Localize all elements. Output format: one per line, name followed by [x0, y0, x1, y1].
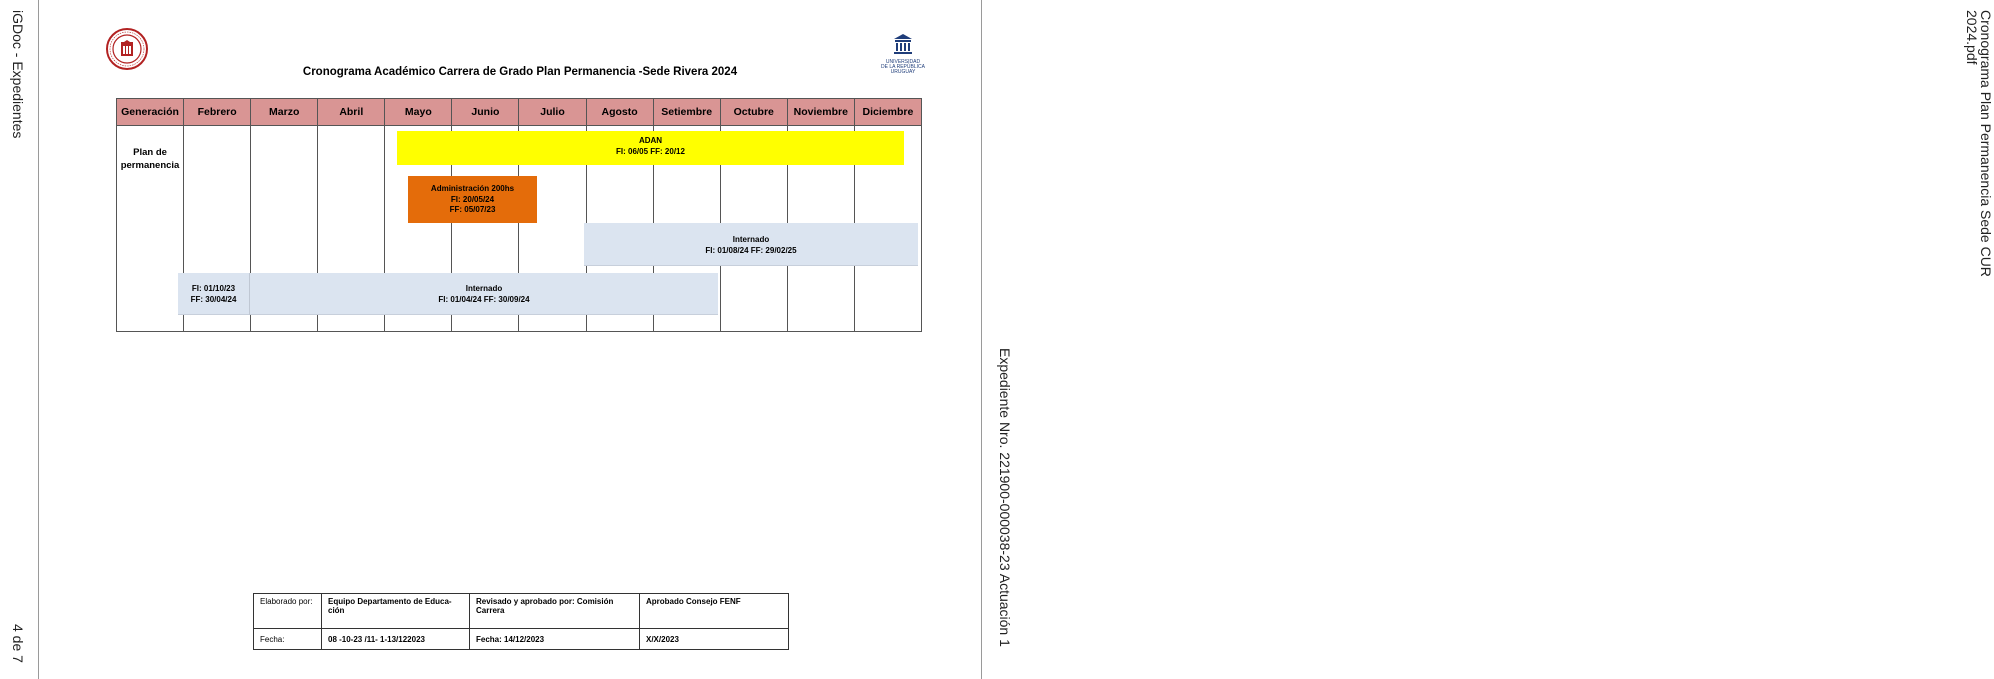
bar-internado-2-previous [178, 273, 250, 315]
bar-administracion [408, 176, 537, 223]
col-header-mayo: Mayo [385, 99, 452, 126]
col-header-noviembre: Noviembre [787, 99, 854, 126]
fecha-label: Fecha: [254, 629, 322, 650]
logo-text-1: UNIVERSIDAD [885, 59, 921, 65]
bar-admin-end: FF: 05/07/23 [449, 205, 496, 214]
bar-internado-2-name: Internado [465, 284, 503, 293]
bar-internado-2-prev-end: FF: 30/04/24 [190, 294, 237, 304]
expediente-label: Expediente Nro. 221900-000038-23 Actuación 1 [997, 348, 1013, 647]
file-name-line2: 2024.pdf [1964, 10, 1980, 65]
col-header-julio: Julio [519, 99, 586, 126]
month-header-row [117, 99, 922, 126]
elaborado-value: Equipo Departamento de Educa-ción [322, 594, 470, 629]
col-header-agosto: Agosto [586, 99, 653, 126]
approval-row-2 [254, 629, 789, 650]
col-header-diciembre: Diciembre [854, 99, 921, 126]
revisado-value: Revisado y aprobado por: Comisión Carrera [470, 594, 640, 629]
col-header-generacion: Generación [117, 99, 184, 126]
bar-internado-2-dates: FI: 01/04/24 FF: 30/09/24 [438, 294, 530, 304]
logo-text-2: DE LA REPÚBLICA [881, 64, 925, 70]
fecha-aprobado: X/X/2023 [640, 629, 789, 650]
bar-adan [397, 131, 904, 165]
cohort-label-2: permanencia [120, 160, 180, 171]
fecha-elaborado: 08 -10-23 /11- 1-13/122023 [322, 629, 470, 650]
col-header-octubre: Octubre [720, 99, 787, 126]
elaborado-label: Elaborado por: [254, 594, 322, 629]
col-header-febrero: Febrero [184, 99, 251, 126]
bar-adan-name: ADAN [638, 136, 663, 145]
bar-internado-1-name: Internado [732, 235, 770, 244]
bar-admin-name: Administración 200hs [430, 184, 515, 193]
approval-table [253, 593, 788, 651]
bar-internado-1 [584, 223, 918, 266]
approval-row-1 [254, 594, 789, 629]
bar-internado-2-main [250, 273, 718, 305]
col-header-marzo: Marzo [251, 99, 318, 126]
file-name-line1: Cronograma Plan Permanencia Sede CUR [1978, 10, 1994, 277]
bar-internado-2-prev-start: FI: 01/10/23 [191, 284, 236, 293]
cohort-label-1: Plan de [133, 147, 167, 158]
page-title: Cronograma Académico Carrera de Grado Plan Permanencia -Sede Rivera 2024 [302, 66, 738, 78]
cohort-cell [117, 126, 184, 332]
page-counter: 4 de 7 [10, 624, 26, 663]
seal-icon [106, 28, 148, 70]
bar-internado-1-dates: FI: 01/08/24 FF: 29/02/25 [705, 245, 797, 255]
system-label: iGDoc - Expedientes [10, 10, 26, 139]
col-header-abril: Abril [318, 99, 385, 126]
col-header-setiembre: Setiembre [653, 99, 720, 126]
left-margin [0, 0, 39, 679]
logo-text-3: URUGUAY [890, 69, 916, 75]
university-logo [878, 33, 928, 77]
bar-adan-dates: FI: 06/05 FF: 20/12 [616, 146, 685, 156]
bar-admin-start: FI: 20/05/24 [450, 194, 495, 204]
col-header-junio: Junio [452, 99, 519, 126]
aprobado-value: Aprobado Consejo FENF [640, 594, 789, 629]
university-building-icon [892, 33, 914, 55]
bar-internado-2 [178, 273, 718, 315]
fecha-revisado: Fecha: 14/12/2023 [470, 629, 640, 650]
